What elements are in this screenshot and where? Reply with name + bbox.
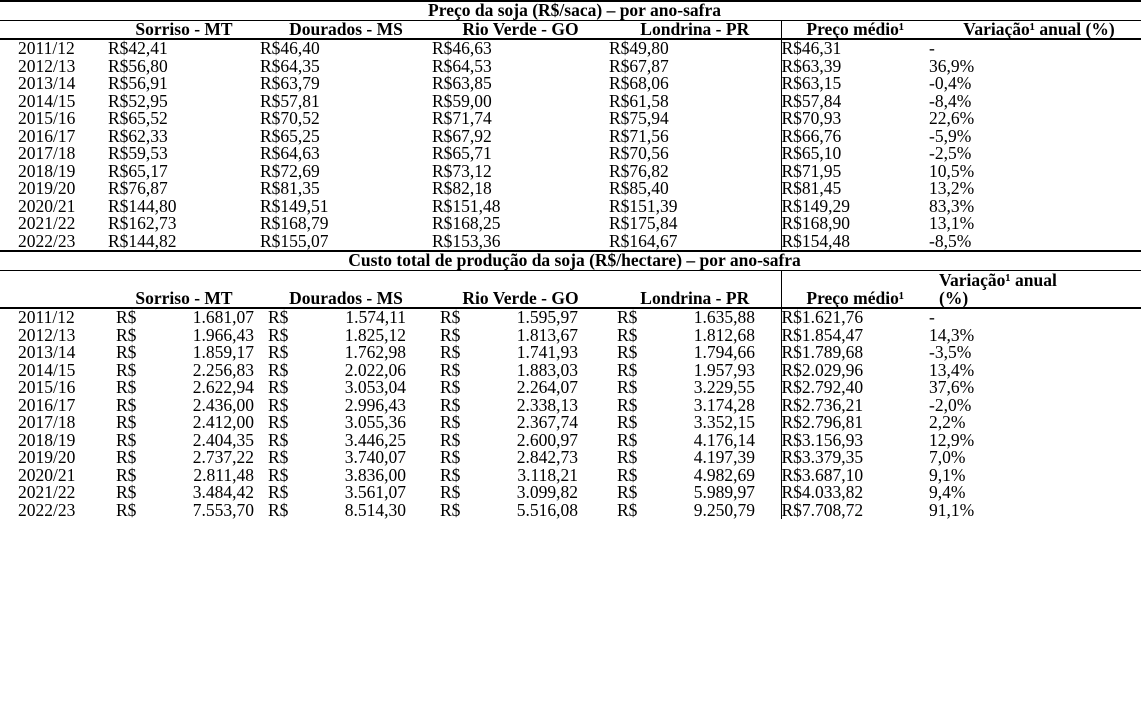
row-variacao: -8,4% xyxy=(929,90,972,111)
row-variacao: - xyxy=(929,38,935,58)
row-variacao: 13,4% xyxy=(929,359,975,380)
row-rioverde: 1.595,97 xyxy=(516,307,578,328)
row-year: 2019/20 xyxy=(18,447,76,468)
currency-symbol: R$ xyxy=(617,464,638,485)
row-rioverde: R$151,48 xyxy=(432,195,501,216)
row-sorriso: R$56,80 xyxy=(108,55,168,76)
currency-symbol: R$ xyxy=(440,412,461,433)
currency-symbol: R$ xyxy=(268,429,289,450)
row-sorriso: 7.553,70 xyxy=(192,499,254,520)
currency-symbol: R$ xyxy=(440,499,461,520)
row-dourados: 2.022,06 xyxy=(344,359,406,380)
currency-symbol: R$ xyxy=(116,412,137,433)
row-media: R$1.789,68 xyxy=(781,342,864,363)
row-londrina: 4.982,69 xyxy=(693,464,755,485)
row-sorriso: R$56,91 xyxy=(108,73,168,93)
currency-symbol: R$ xyxy=(268,499,289,520)
row-sorriso: R$52,95 xyxy=(108,90,168,111)
currency-symbol: R$ xyxy=(116,499,137,520)
row-dourados: 3.561,07 xyxy=(344,482,406,503)
row-media: R$81,45 xyxy=(781,178,842,198)
row-media: R$7.708,72 xyxy=(781,499,864,520)
row-variacao: 37,6% xyxy=(929,377,975,398)
row-media: R$63,39 xyxy=(781,55,842,76)
table2-header-variacao xyxy=(929,270,1141,308)
row-dourados: R$155,07 xyxy=(260,230,329,251)
currency-symbol: R$ xyxy=(268,394,289,415)
currency-symbol: R$ xyxy=(116,342,137,363)
soybean-price-table xyxy=(0,0,1141,250)
row-dourados: 3.055,36 xyxy=(344,412,406,433)
table1-title-row xyxy=(0,1,1141,20)
row-media: R$3.379,35 xyxy=(781,447,864,468)
row-londrina: 3.229,55 xyxy=(693,377,755,398)
row-year: 2016/17 xyxy=(18,394,76,415)
currency-symbol: R$ xyxy=(617,307,638,328)
table-row xyxy=(0,233,1141,251)
row-variacao: 2,2% xyxy=(929,412,966,433)
row-year: 2020/21 xyxy=(18,195,76,216)
row-sorriso: R$76,87 xyxy=(108,178,168,198)
table1-header-variacao: Variação¹ anual (%) xyxy=(929,20,1141,39)
row-dourados: R$81,35 xyxy=(260,178,320,198)
row-londrina: 4.197,39 xyxy=(693,447,755,468)
row-variacao: -2,0% xyxy=(929,394,972,415)
table1-header-rioverde: Rio Verde - GO xyxy=(432,20,609,39)
row-variacao: 9,4% xyxy=(929,482,966,503)
row-variacao: -0,4% xyxy=(929,73,972,93)
row-sorriso: R$62,33 xyxy=(108,125,168,146)
row-dourados: 3.836,00 xyxy=(344,464,406,485)
row-rioverde: 2.338,13 xyxy=(516,394,578,415)
row-rioverde: 1.883,03 xyxy=(516,359,578,380)
currency-symbol: R$ xyxy=(440,447,461,468)
row-dourados: 3.446,25 xyxy=(344,429,406,450)
row-year: 2011/12 xyxy=(18,38,75,58)
row-rioverde: R$73,12 xyxy=(432,160,492,181)
row-londrina: 1.794,66 xyxy=(693,342,755,363)
row-media: R$1.621,76 xyxy=(781,307,864,328)
row-sorriso: 1.681,07 xyxy=(192,307,254,328)
row-rioverde: R$65,71 xyxy=(432,143,492,163)
row-londrina: R$68,06 xyxy=(609,73,669,93)
row-dourados: R$57,81 xyxy=(260,90,320,111)
table2-header-row xyxy=(0,270,1141,308)
table1-header-year xyxy=(0,20,108,39)
row-sorriso: R$65,52 xyxy=(108,108,168,128)
row-media: R$149,29 xyxy=(781,195,851,216)
currency-symbol: R$ xyxy=(440,342,461,363)
row-year: 2015/16 xyxy=(18,377,76,398)
row-media: R$3.687,10 xyxy=(781,464,864,485)
row-sorriso: 1.859,17 xyxy=(192,342,254,363)
row-sorriso: R$144,82 xyxy=(108,230,177,251)
currency-symbol: R$ xyxy=(116,429,137,450)
row-sorriso: 2.412,00 xyxy=(192,412,254,433)
currency-symbol: R$ xyxy=(617,482,638,503)
row-year: 2018/19 xyxy=(18,429,76,450)
row-rioverde: 2.367,74 xyxy=(516,412,578,433)
row-variacao: 14,3% xyxy=(929,324,975,345)
table2-header-year xyxy=(0,270,108,308)
row-dourados: 8.514,30 xyxy=(344,499,406,520)
row-variacao: 36,9% xyxy=(929,55,975,76)
table2-header-rioverde: Rio Verde - GO xyxy=(432,270,609,308)
row-variacao: 13,2% xyxy=(929,178,975,198)
row-year: 2015/16 xyxy=(18,108,76,128)
row-media: R$46,31 xyxy=(781,38,842,58)
row-sorriso: R$144,80 xyxy=(108,195,177,216)
row-variacao: 9,1% xyxy=(929,464,966,485)
row-dourados: R$149,51 xyxy=(260,195,329,216)
row-dourados: 1.825,12 xyxy=(344,324,406,345)
currency-symbol: R$ xyxy=(268,342,289,363)
row-variacao: 10,5% xyxy=(929,160,975,181)
currency-symbol: R$ xyxy=(116,464,137,485)
currency-symbol: R$ xyxy=(116,307,137,328)
row-sorriso: R$65,17 xyxy=(108,160,168,181)
row-media: R$2.792,40 xyxy=(781,377,864,398)
table2-header-dourados: Dourados - MS xyxy=(260,270,432,308)
row-dourados: 1.574,11 xyxy=(345,307,406,328)
table1-header-sorriso: Sorriso - MT xyxy=(108,20,260,39)
currency-symbol: R$ xyxy=(617,324,638,345)
row-londrina: R$70,56 xyxy=(609,143,669,163)
row-dourados: R$70,52 xyxy=(260,108,320,128)
currency-symbol: R$ xyxy=(440,324,461,345)
currency-symbol: R$ xyxy=(617,342,638,363)
row-rioverde: R$67,92 xyxy=(432,125,492,146)
row-year: 2016/17 xyxy=(18,125,76,146)
table2-header-sorriso: Sorriso - MT xyxy=(108,270,260,308)
currency-symbol: R$ xyxy=(617,499,638,520)
row-dourados: R$64,63 xyxy=(260,143,320,163)
row-media: R$168,90 xyxy=(781,213,851,233)
table-row xyxy=(0,502,1141,520)
row-rioverde: 1.813,67 xyxy=(516,324,578,345)
currency-symbol: R$ xyxy=(116,447,137,468)
table-row xyxy=(0,75,1141,93)
row-year: 2022/23 xyxy=(18,230,76,251)
row-dourados: R$65,25 xyxy=(260,125,320,146)
row-media: R$63,15 xyxy=(781,73,842,93)
row-year: 2013/14 xyxy=(18,73,76,93)
currency-symbol: R$ xyxy=(440,359,461,380)
row-rioverde: R$82,18 xyxy=(432,178,492,198)
row-variacao: -2,5% xyxy=(929,143,972,163)
row-rioverde: R$168,25 xyxy=(432,213,501,233)
row-londrina: 9.250,79 xyxy=(693,499,755,520)
row-media: R$2.736,21 xyxy=(781,394,864,415)
row-year: 2011/12 xyxy=(18,307,75,328)
row-londrina: R$85,40 xyxy=(609,178,669,198)
row-rioverde: R$64,53 xyxy=(432,55,492,76)
row-media: R$71,95 xyxy=(781,160,842,181)
row-sorriso: 2.811,48 xyxy=(193,464,254,485)
row-year: 2017/18 xyxy=(18,143,76,163)
currency-symbol: R$ xyxy=(268,482,289,503)
table-row xyxy=(0,215,1141,233)
currency-symbol: R$ xyxy=(440,307,461,328)
table2-header-media: Preço médio¹ xyxy=(781,270,929,308)
row-year: 2012/13 xyxy=(18,324,76,345)
table-row xyxy=(0,145,1141,163)
row-variacao: 83,3% xyxy=(929,195,975,216)
table-row xyxy=(0,110,1141,128)
row-sorriso: R$42,41 xyxy=(108,38,168,58)
row-media: R$65,10 xyxy=(781,143,842,163)
table1-header-media: Preço médio¹ xyxy=(781,20,929,39)
currency-symbol: R$ xyxy=(116,324,137,345)
currency-symbol: R$ xyxy=(116,394,137,415)
row-londrina: 1.635,88 xyxy=(693,307,755,328)
row-media: R$4.033,82 xyxy=(781,482,864,503)
currency-symbol: R$ xyxy=(268,377,289,398)
currency-symbol: R$ xyxy=(116,377,137,398)
row-rioverde: 2.264,07 xyxy=(516,377,578,398)
currency-symbol: R$ xyxy=(617,447,638,468)
row-londrina: R$151,39 xyxy=(609,195,678,216)
row-variacao: 22,6% xyxy=(929,108,975,128)
row-year: 2021/22 xyxy=(18,482,76,503)
row-sorriso: 3.484,42 xyxy=(192,482,254,503)
row-sorriso: 2.737,22 xyxy=(192,447,254,468)
row-londrina: R$67,87 xyxy=(609,55,669,76)
row-dourados: R$64,35 xyxy=(260,55,320,76)
row-variacao: -3,5% xyxy=(929,342,972,363)
currency-symbol: R$ xyxy=(440,482,461,503)
row-rioverde: R$46,63 xyxy=(432,38,492,58)
row-sorriso: R$162,73 xyxy=(108,213,177,233)
row-londrina: 1.812,68 xyxy=(693,324,755,345)
row-rioverde: 2.600,97 xyxy=(516,429,578,450)
row-year: 2022/23 xyxy=(18,499,76,520)
row-year: 2017/18 xyxy=(18,412,76,433)
currency-symbol: R$ xyxy=(116,482,137,503)
row-year: 2021/22 xyxy=(18,213,76,233)
row-year: 2019/20 xyxy=(18,178,76,198)
row-rioverde: 3.118,21 xyxy=(517,464,578,485)
row-dourados: R$72,69 xyxy=(260,160,320,181)
row-dourados: 3.740,07 xyxy=(344,447,406,468)
row-dourados: 2.996,43 xyxy=(344,394,406,415)
row-year: 2020/21 xyxy=(18,464,76,485)
currency-symbol: R$ xyxy=(268,464,289,485)
row-sorriso: 2.256,83 xyxy=(192,359,254,380)
row-variacao: 12,9% xyxy=(929,429,975,450)
currency-symbol: R$ xyxy=(268,359,289,380)
row-londrina: R$164,67 xyxy=(609,230,678,251)
row-media: R$154,48 xyxy=(781,230,851,251)
currency-symbol: R$ xyxy=(440,394,461,415)
currency-symbol: R$ xyxy=(617,429,638,450)
row-sorriso: 2.404,35 xyxy=(192,429,254,450)
table2-header-variacao-line1: Variação¹ anual xyxy=(939,269,1057,290)
currency-symbol: R$ xyxy=(116,359,137,380)
row-rioverde: 5.516,08 xyxy=(516,499,578,520)
table1-header-dourados: Dourados - MS xyxy=(260,20,432,39)
row-dourados: R$168,79 xyxy=(260,213,329,233)
row-media: R$70,93 xyxy=(781,108,842,128)
currency-symbol: R$ xyxy=(440,429,461,450)
row-londrina: 5.989,97 xyxy=(693,482,755,503)
row-variacao: 13,1% xyxy=(929,213,975,233)
row-dourados: 1.762,98 xyxy=(344,342,406,363)
row-media: R$66,76 xyxy=(781,125,842,146)
row-londrina: R$175,84 xyxy=(609,213,678,233)
soybean-cost-table xyxy=(0,250,1141,519)
row-variacao: 91,1% xyxy=(929,499,975,520)
row-londrina: R$61,58 xyxy=(609,90,669,111)
row-rioverde: R$71,74 xyxy=(432,108,492,128)
row-sorriso: R$59,53 xyxy=(108,143,168,163)
table2-header-variacao-line2: (%) xyxy=(939,287,969,308)
currency-symbol: R$ xyxy=(440,464,461,485)
table-row xyxy=(0,39,1141,58)
currency-symbol: R$ xyxy=(268,324,289,345)
currency-symbol: R$ xyxy=(268,307,289,328)
row-rioverde: 2.842,73 xyxy=(516,447,578,468)
currency-symbol: R$ xyxy=(617,377,638,398)
row-variacao: - xyxy=(929,307,935,328)
row-londrina: 4.176,14 xyxy=(693,429,755,450)
table1-header-row xyxy=(0,20,1141,39)
currency-symbol: R$ xyxy=(617,412,638,433)
row-year: 2013/14 xyxy=(18,342,76,363)
row-rioverde: R$153,36 xyxy=(432,230,501,251)
row-londrina: 3.352,15 xyxy=(693,412,755,433)
table2-header-londrina: Londrina - PR xyxy=(609,270,781,308)
table1-header-londrina: Londrina - PR xyxy=(609,20,781,39)
table2-title-row xyxy=(0,251,1141,270)
row-dourados: R$46,40 xyxy=(260,38,320,58)
table-row xyxy=(0,308,1141,327)
row-rioverde: R$59,00 xyxy=(432,90,492,111)
row-variacao: -5,9% xyxy=(929,125,972,146)
table1-title: Preço da soja (R$/saca) – por ano-safra xyxy=(0,1,1141,20)
row-rioverde: 1.741,93 xyxy=(516,342,578,363)
currency-symbol: R$ xyxy=(268,412,289,433)
currency-symbol: R$ xyxy=(617,394,638,415)
row-year: 2018/19 xyxy=(18,160,76,181)
row-media: R$2.029,96 xyxy=(781,359,864,380)
row-dourados: 3.053,04 xyxy=(344,377,406,398)
currency-symbol: R$ xyxy=(617,359,638,380)
row-londrina: R$49,80 xyxy=(609,38,669,58)
row-media: R$3.156,93 xyxy=(781,429,864,450)
row-year: 2014/15 xyxy=(18,90,76,111)
row-londrina: R$71,56 xyxy=(609,125,669,146)
row-londrina: R$76,82 xyxy=(609,160,669,181)
row-sorriso: 1.966,43 xyxy=(192,324,254,345)
row-londrina: R$75,94 xyxy=(609,108,669,128)
row-variacao: -8,5% xyxy=(929,230,972,251)
table2-title: Custo total de produção da soja (R$/hectare) – por ano-safra xyxy=(0,251,1141,270)
currency-symbol: R$ xyxy=(440,377,461,398)
row-sorriso: 2.622,94 xyxy=(192,377,254,398)
row-londrina: 3.174,28 xyxy=(693,394,755,415)
row-rioverde: 3.099,82 xyxy=(516,482,578,503)
table-row xyxy=(0,180,1141,198)
row-year: 2014/15 xyxy=(18,359,76,380)
row-variacao: 7,0% xyxy=(929,447,966,468)
row-year: 2012/13 xyxy=(18,55,76,76)
row-media: R$2.796,81 xyxy=(781,412,864,433)
row-londrina: 1.957,93 xyxy=(693,359,755,380)
row-dourados: R$63,79 xyxy=(260,73,320,93)
row-rioverde: R$63,85 xyxy=(432,73,492,93)
row-media: R$57,84 xyxy=(781,90,842,111)
row-media: R$1.854,47 xyxy=(781,324,864,345)
currency-symbol: R$ xyxy=(268,447,289,468)
row-sorriso: 2.436,00 xyxy=(192,394,254,415)
